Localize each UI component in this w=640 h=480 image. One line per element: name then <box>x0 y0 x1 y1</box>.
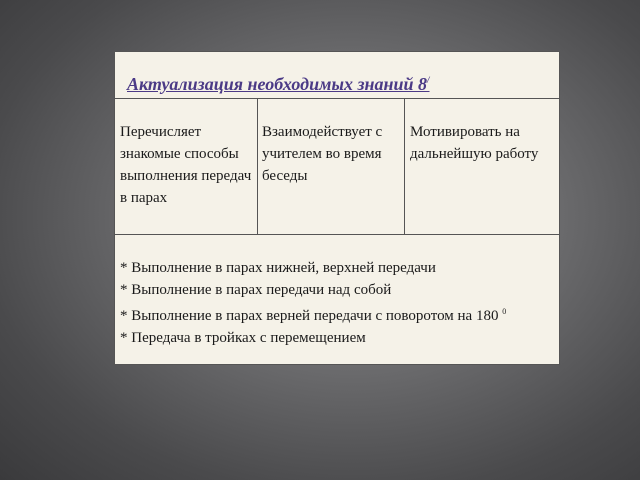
title-superscript: / <box>426 75 430 85</box>
list-item: * Выполнение в парах нижней, верхней передачи <box>120 260 436 276</box>
list-item-text: * Выполнение в парах верней передачи с поворотом на 180 <box>120 308 499 324</box>
column-motivation: Мотивировать на дальнейшую работу <box>410 124 539 162</box>
columns-row <box>115 99 559 235</box>
column-student-actions: Перечисляет знакомые способы выполнения передач в парах <box>115 99 258 234</box>
title-row <box>115 52 559 99</box>
degree-superscript: 0 <box>502 307 507 316</box>
list-item <box>120 301 553 327</box>
exercise-list <box>115 235 559 366</box>
title-text: Актуализация необходимых знаний 8 <box>127 74 427 94</box>
table-title <box>127 74 430 95</box>
lesson-table <box>114 51 560 365</box>
list-item: * Передача в тройках с перемещением <box>120 330 366 346</box>
list-item: * Выполнение в парах передачи над собой <box>120 282 392 298</box>
column-interaction: Взаимодействует с учителем во время беседы <box>258 99 405 234</box>
